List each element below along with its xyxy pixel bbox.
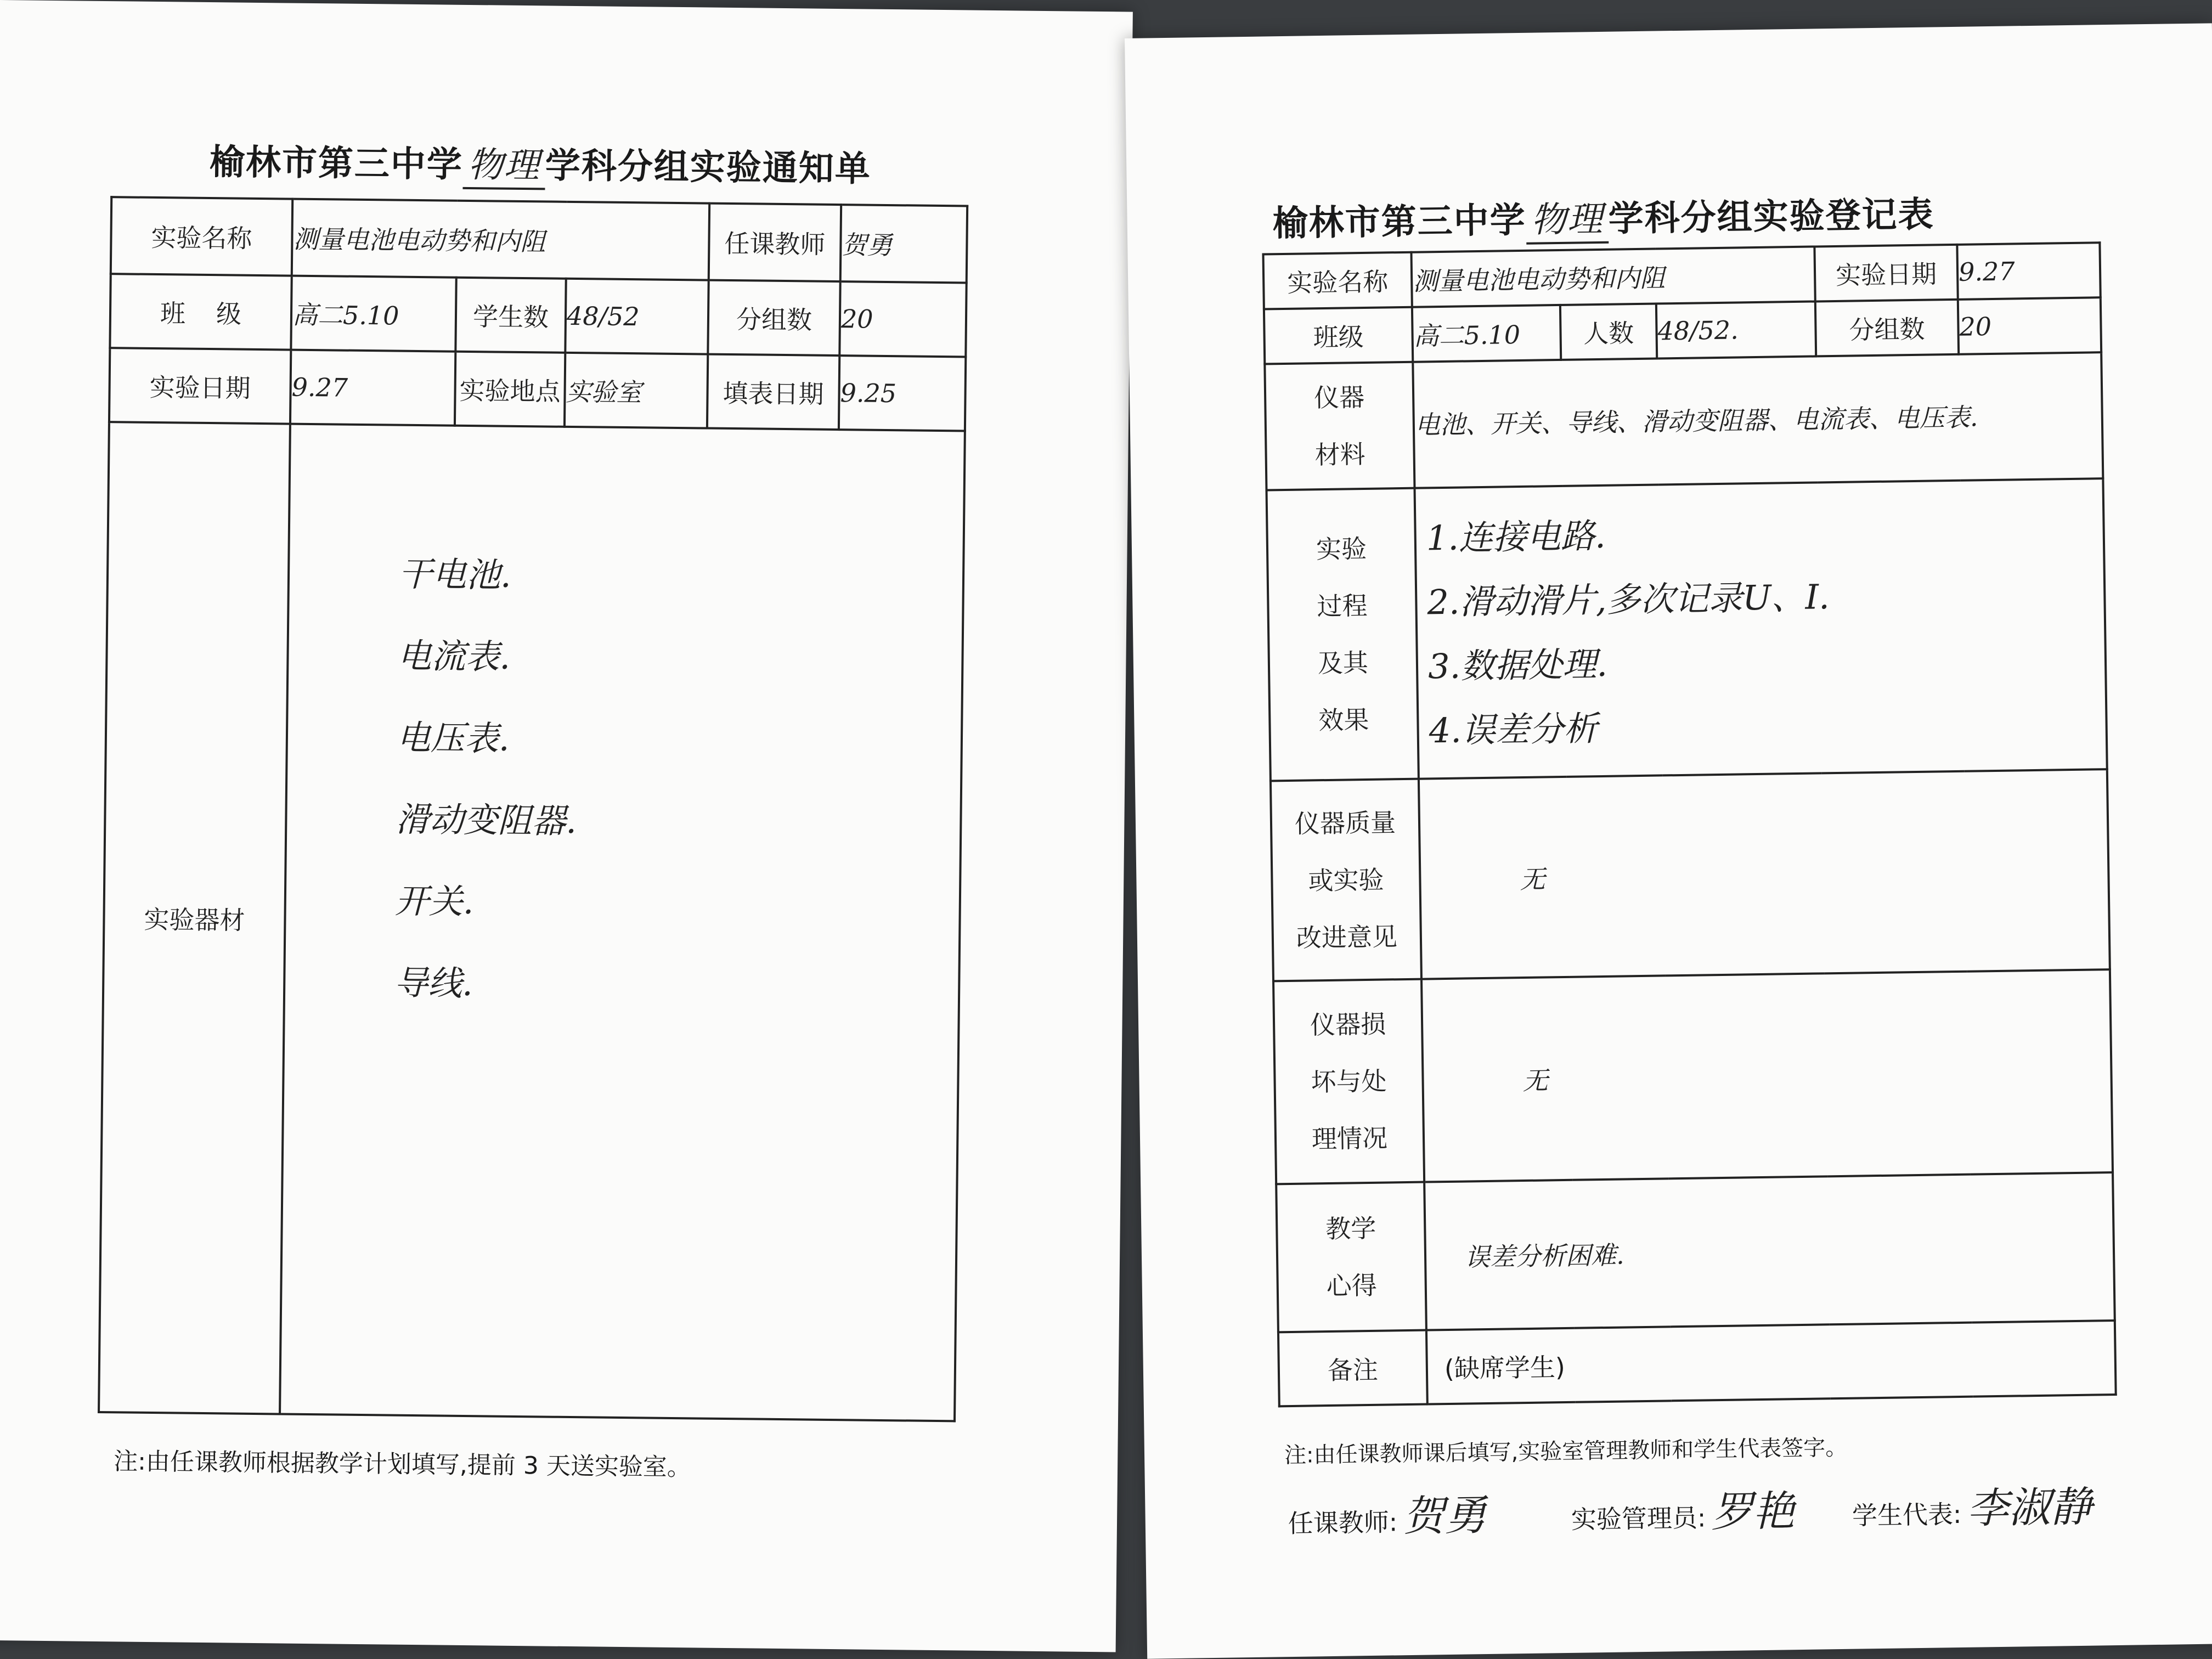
label-line: 仪器 (1313, 382, 1365, 413)
material-item: 电压表. (396, 717, 510, 759)
notice-location-label: 实验地点 (455, 352, 565, 427)
notice-students-label: 学生数 (455, 278, 566, 353)
register-equipment-label (1265, 362, 1414, 490)
label-line: 仪器质量 (1294, 807, 1396, 839)
notice-title-prefix: 榆林市第三中学 (209, 142, 464, 185)
notice-date-label: 实验日期 (109, 348, 291, 424)
label-line: 仪器损 (1310, 1009, 1386, 1040)
teacher-sign-label: 任课教师: (1288, 1507, 1398, 1539)
register-class-value: 高二5.10 (1412, 305, 1561, 362)
register-process-label (1267, 488, 1419, 781)
label-line: 或实验 (1308, 865, 1384, 895)
register-date-label: 实验日期 (1814, 245, 1957, 302)
notice-subject: 物理 (462, 137, 545, 190)
process-step: 2.滑动滑片,多次记录U、I. (1426, 577, 1830, 623)
register-equipment-value: 电池、开关、导线、滑动变阻器、电流表、电压表. (1413, 352, 2103, 488)
notice-filldate-value: 9.25 (839, 356, 966, 431)
admin-signature: 罗艳 (1711, 1486, 1795, 1537)
notice-materials-cell (280, 424, 965, 1421)
notice-students-value: 48/52 (565, 279, 708, 354)
register-date-value: 9.27 (1957, 242, 2100, 300)
notice-materials-list (384, 546, 963, 1010)
material-item: 电流表. (397, 635, 511, 677)
register-damage-value: 无 (1421, 969, 2113, 1182)
register-footnote: 注:由任课教师课后填写,实验室管理教师和学生代表签字。 (1284, 1435, 1848, 1469)
register-subject: 物理 (1526, 191, 1609, 245)
register-damage-label (1273, 979, 1424, 1184)
label-line: 过程 (1317, 590, 1368, 622)
register-name-value: 测量电池电动势和内阻 (1411, 246, 1815, 307)
register-groups-label: 分组数 (1815, 300, 1959, 357)
register-process-cell (1414, 478, 2107, 778)
material-item: 干电池. (398, 554, 512, 595)
student-sign-label: 学生代表: (1852, 1499, 1962, 1531)
notice-teacher-value: 贺勇 (840, 205, 967, 283)
label-line: 心得 (1326, 1270, 1378, 1301)
register-groups-value: 20 (1958, 297, 2101, 354)
notice-footnote: 注:由任课教师根据教学计划填写,提前 3 天送实验室。 (113, 1447, 692, 1482)
process-step: 3.数据处理. (1427, 644, 1608, 687)
register-class-label: 班级 (1264, 307, 1413, 364)
register-quality-value: 无 (1419, 769, 2110, 979)
notice-title-suffix: 学科分组实验通知单 (545, 145, 872, 190)
material-item: 导线. (393, 962, 473, 1004)
notice-location-value: 实验室 (565, 353, 708, 428)
student-signature: 李淑静 (1966, 1482, 2092, 1533)
label-line: 理情况 (1311, 1123, 1388, 1154)
admin-sign-label: 实验管理员: (1571, 1503, 1706, 1534)
notice-groups-value: 20 (839, 281, 966, 357)
notice-materials-label: 实验器材 (99, 422, 290, 1414)
notice-date-value: 9.27 (290, 350, 455, 426)
notice-class-label: 班级 (110, 274, 291, 349)
register-process-list (1416, 501, 2106, 752)
teacher-signature: 贺勇 (1402, 1491, 1487, 1541)
register-name-label: 实验名称 (1263, 252, 1412, 309)
label-line: 改进意见 (1296, 921, 1398, 953)
notice-name-value: 测量电池电动势和内阻 (292, 199, 709, 280)
register-headcount-value: 48/52. (1656, 301, 1816, 358)
register-quality-label (1271, 779, 1421, 981)
label-line: 材料 (1314, 439, 1366, 470)
signature-line (1288, 1474, 2092, 1544)
notice-class-value: 高二5.10 (291, 276, 456, 352)
register-headcount-label: 人数 (1560, 304, 1657, 360)
register-title (1272, 186, 1934, 248)
register-remarks-value: (缺席学生) (1426, 1321, 2116, 1404)
label-line: 坏与处 (1311, 1066, 1387, 1097)
register-teaching-value: 误差分析困难. (1424, 1172, 2115, 1330)
register-title-suffix: 学科分组实验登记表 (1608, 194, 1935, 240)
notice-groups-label: 分组数 (708, 280, 840, 356)
register-title-prefix: 榆林市第三中学 (1272, 200, 1527, 245)
register-teaching-label (1276, 1182, 1426, 1333)
register-remarks-label: 备注 (1278, 1330, 1427, 1407)
notice-teacher-label: 任课教师 (709, 204, 841, 282)
material-item: 滑动变阻器. (396, 799, 577, 842)
process-step: 1.连接电路. (1426, 515, 1606, 558)
label-line: 及其 (1317, 647, 1369, 679)
process-step: 4.误差分析 (1429, 708, 1598, 751)
label-line: 效果 (1318, 704, 1369, 736)
notice-filldate-label: 填表日期 (707, 354, 839, 430)
register-sheet (1125, 23, 2212, 1658)
notice-name-label: 实验名称 (111, 197, 292, 275)
register-table (1262, 241, 2117, 1407)
notice-table (98, 196, 968, 1422)
label-line: 实验 (1316, 533, 1367, 565)
material-item: 开关. (394, 881, 474, 922)
notice-title (209, 134, 871, 194)
label-line: 教学 (1325, 1213, 1376, 1244)
